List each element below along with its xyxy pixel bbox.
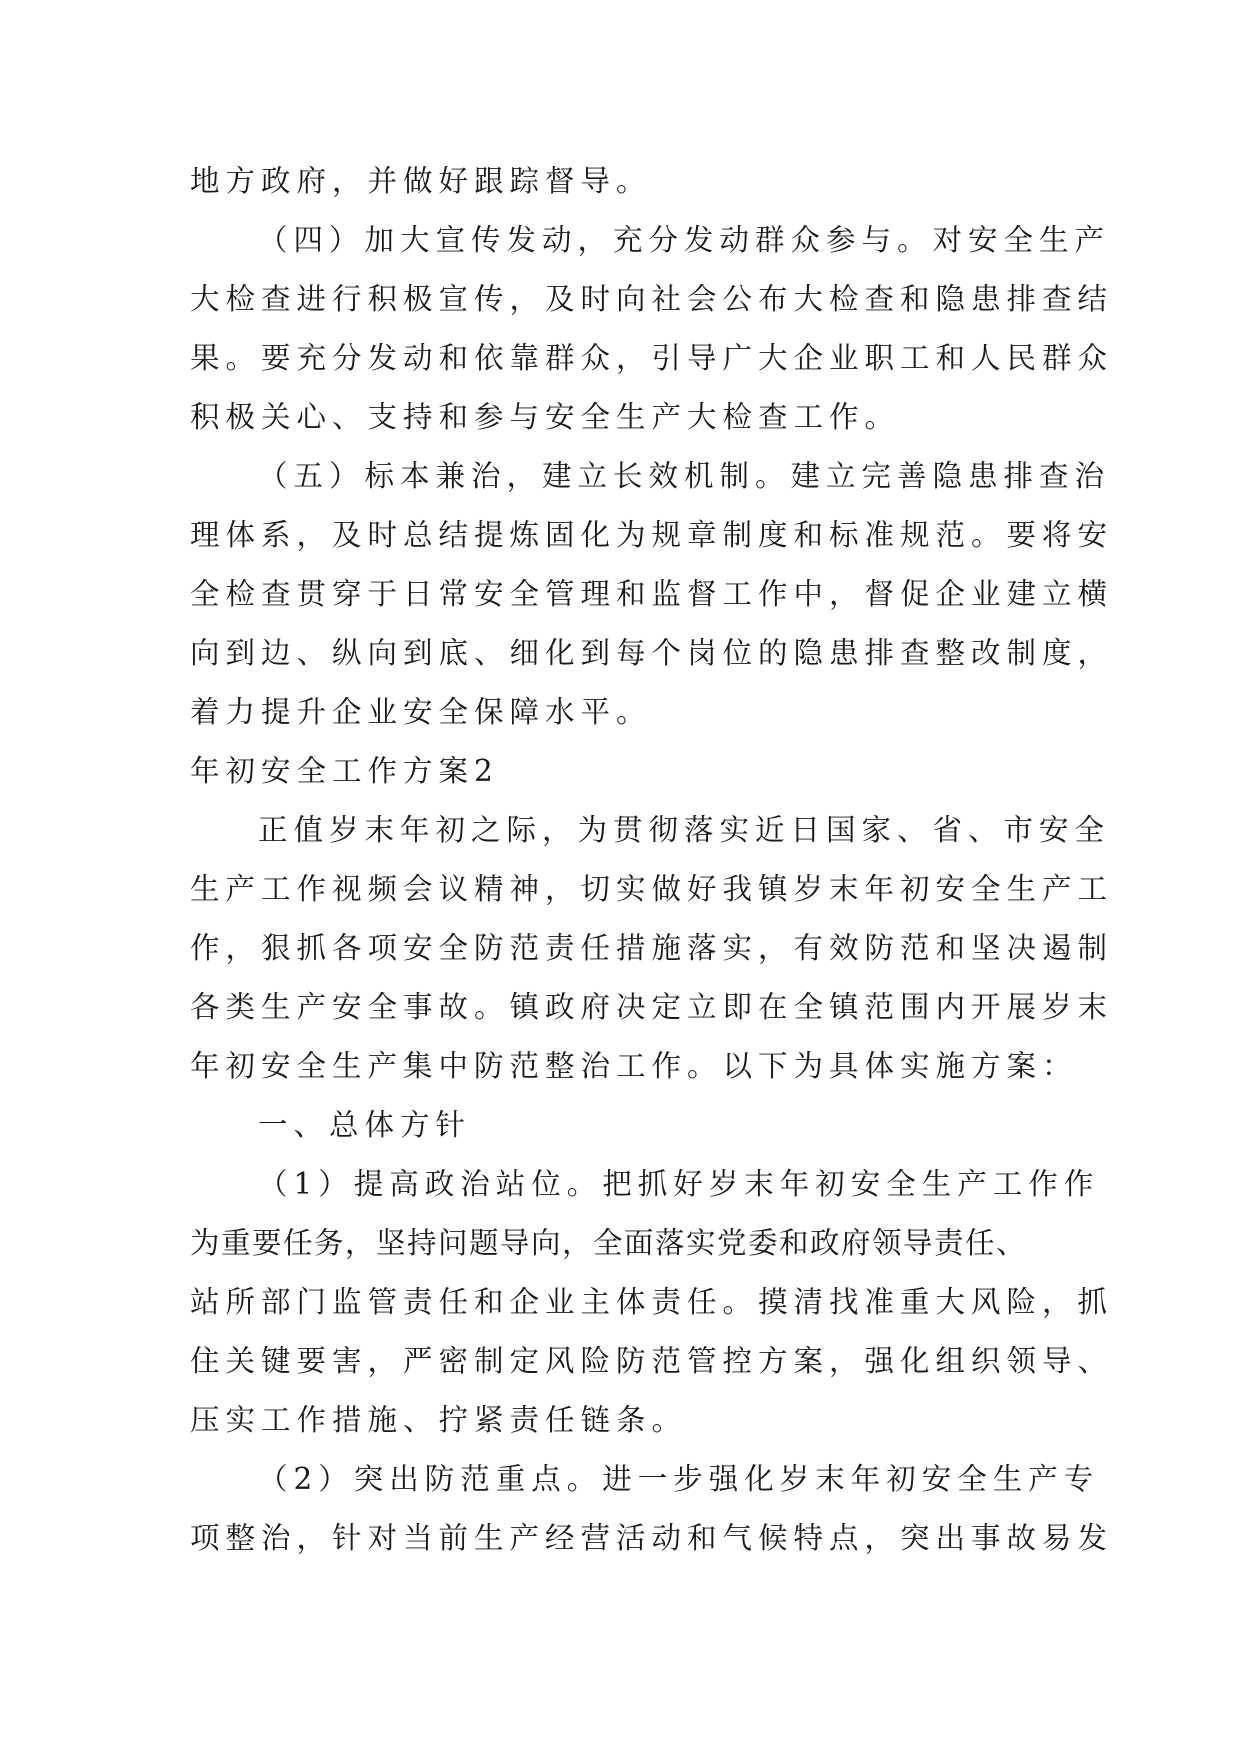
text-line: （2）突出防范重点。进一步强化岁末年初安全生产专 — [258, 1462, 1100, 1496]
text-line: 站所部门监管责任和企业主体责任。摸清找准重大风险，抓 — [190, 1285, 1114, 1319]
text-line: （五）标本兼治，建立长效机制。建立完善隐患排查治 — [258, 459, 1111, 493]
text-line: 向到边、纵向到底、细化到每个岗位的隐患排查整改制度， — [190, 636, 1114, 670]
text-line: 作，狠抓各项安全防范责任措施落实，有效防范和坚决遏制 — [190, 931, 1114, 965]
text-line: 生产工作视频会议精神，切实做好我镇岁末年初安全生产工 — [190, 872, 1114, 906]
document-body — [190, 152, 1114, 1568]
text-line: 地方政府，并做好跟踪督导。 — [190, 164, 652, 198]
text-line: 全检查贯穿于日常安全管理和监督工作中，督促企业建立横 — [190, 577, 1114, 611]
text-line: 果。要充分发动和依靠群众，引导广大企业职工和人民群众 — [190, 341, 1114, 375]
text-line: 着力提升企业安全保障水平。 — [190, 695, 652, 729]
text-line: 一、总体方针 — [258, 1108, 472, 1142]
text-line: 年初安全生产集中防范整治工作。以下为具体实施方案： — [190, 1049, 1078, 1083]
text-line: 正值岁末年初之际，为贯彻落实近日国家、省、市安全 — [258, 813, 1111, 847]
text-line: 压实工作措施、拧紧责任链条。 — [190, 1403, 688, 1437]
text-line: 理体系，及时总结提炼固化为规章制度和标准规范。要将安 — [190, 518, 1114, 552]
text-line: 各类生产安全事故。镇政府决定立即在全镇范围内开展岁末 — [190, 990, 1114, 1024]
text-line: 积极关心、支持和参与安全生产大检查工作。 — [190, 400, 901, 434]
text-line: 年初安全工作方案2 — [190, 754, 499, 788]
text-line: （四）加大宣传发动，充分发动群众参与。对安全生产 — [258, 223, 1111, 257]
text-line: 项整治，针对当前生产经营活动和气候特点，突出事故易发 — [190, 1521, 1114, 1555]
text-line: 大检查进行积极宣传，及时向社会公布大检查和隐患排查结 — [190, 282, 1114, 316]
text-line: （1）提高政治站位。把抓好岁末年初安全生产工作作 — [258, 1167, 1100, 1201]
text-line: 住关键要害，严密制定风险防范管控方案，强化组织领导、 — [190, 1344, 1114, 1378]
text-line: 为重要任务，坚持问题导向，全面落实党委和政府领导责任、 — [190, 1226, 1028, 1260]
